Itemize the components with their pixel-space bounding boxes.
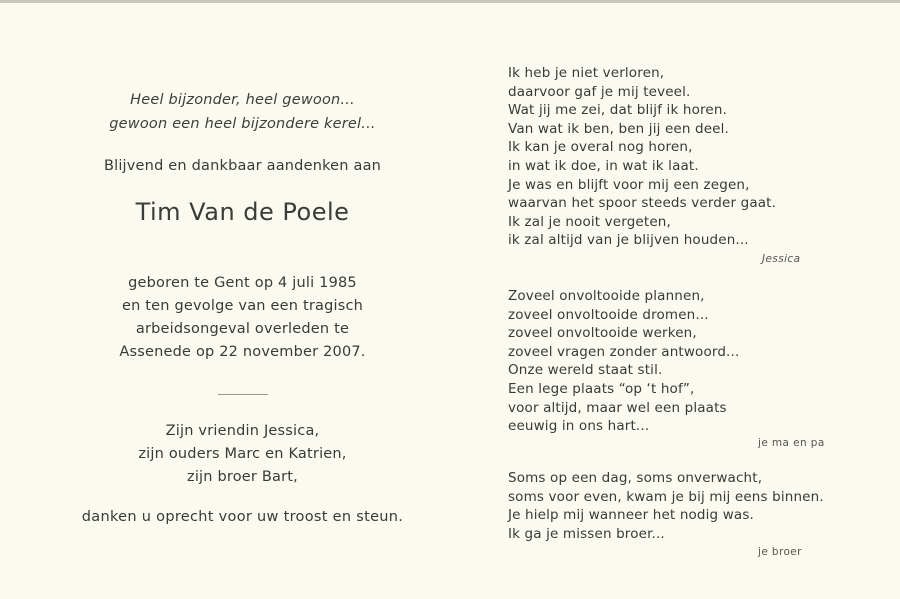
poem-line: zoveel onvoltooide werken, <box>508 325 697 342</box>
poem-line: Soms op een dag, soms onverwacht, <box>508 470 763 486</box>
poem-line: Ik kan je overal nog horen, <box>508 139 693 156</box>
signature-jessica: Jessica <box>762 253 801 265</box>
family-list <box>20 420 465 489</box>
poem-line: eeuwig in ons hart... <box>508 418 650 435</box>
birth-death-details <box>20 272 465 364</box>
poem-line: soms voor even, kwam je bij mij eens binnen. <box>508 488 824 505</box>
divider-line <box>218 394 268 395</box>
signature-brother: je broer <box>758 546 802 558</box>
poem-line: ik zal altijd van je blijven houden... <box>508 232 749 249</box>
poem-line: Wat jij me zei, dat blijf ik horen. <box>508 102 727 119</box>
birth-line: geboren te Gent op 4 juli 1985 <box>128 275 357 291</box>
poem-line: daarvoor gaf je mij teveel. <box>508 83 691 100</box>
poem-line: Je hielp mij wanneer het nodig was. <box>508 507 754 524</box>
deceased-name: Tim Van de Poele <box>135 198 350 226</box>
poem-line: Onze wereld staat stil. <box>508 362 663 379</box>
poem-line: Van wat ik ben, ben jij een deel. <box>508 120 729 137</box>
poem-line: zoveel vragen zonder antwoord... <box>508 343 740 360</box>
family-line: zijn ouders Marc en Katrien, <box>138 446 347 462</box>
poem-line: waarvan het spoor steeds verder gaat. <box>508 195 777 212</box>
left-column <box>20 88 465 525</box>
family-line: zijn broer Bart, <box>187 469 298 485</box>
poem-line: voor altijd, maar wel een plaats <box>508 399 727 416</box>
poem-line: in wat ik doe, in wat ik laat. <box>508 157 699 174</box>
birth-line: en ten gevolge van een tragisch <box>121 298 364 314</box>
poem-line: Ik zal je nooit vergeten, <box>508 213 671 230</box>
poem-line: Zoveel onvoltooide plannen, <box>508 288 705 304</box>
thanks-text: danken u oprecht voor uw troost en steun. <box>81 509 404 525</box>
opening-line-2: gewoon een heel bijzondere kerel... <box>109 116 376 132</box>
poem-brother <box>508 469 824 543</box>
poem-line: Een lege plaats “op ‘t hof”, <box>508 380 695 397</box>
opening-line-1: Heel bijzonder, heel gewoon... <box>130 92 355 108</box>
signature-parents: je ma en pa <box>758 437 825 449</box>
birth-line: Assenede op 22 november 2007. <box>119 344 366 360</box>
family-line: Zijn vriendin Jessica, <box>165 423 320 439</box>
top-border <box>0 0 900 3</box>
birth-line: arbeidsongeval overleden te <box>135 321 350 337</box>
poem-line: Ik ga je missen broer... <box>508 525 665 542</box>
poem-parents <box>508 287 739 436</box>
poem-line: Ik heb je niet verloren, <box>508 65 665 81</box>
poem-line: Je was en blijft voor mij een zegen, <box>508 176 750 193</box>
poem-jessica <box>508 64 776 250</box>
tribute-text: Blijvend en dankbaar aandenken aan <box>103 158 382 174</box>
poem-line: zoveel onvoltooide dromen... <box>508 306 709 323</box>
